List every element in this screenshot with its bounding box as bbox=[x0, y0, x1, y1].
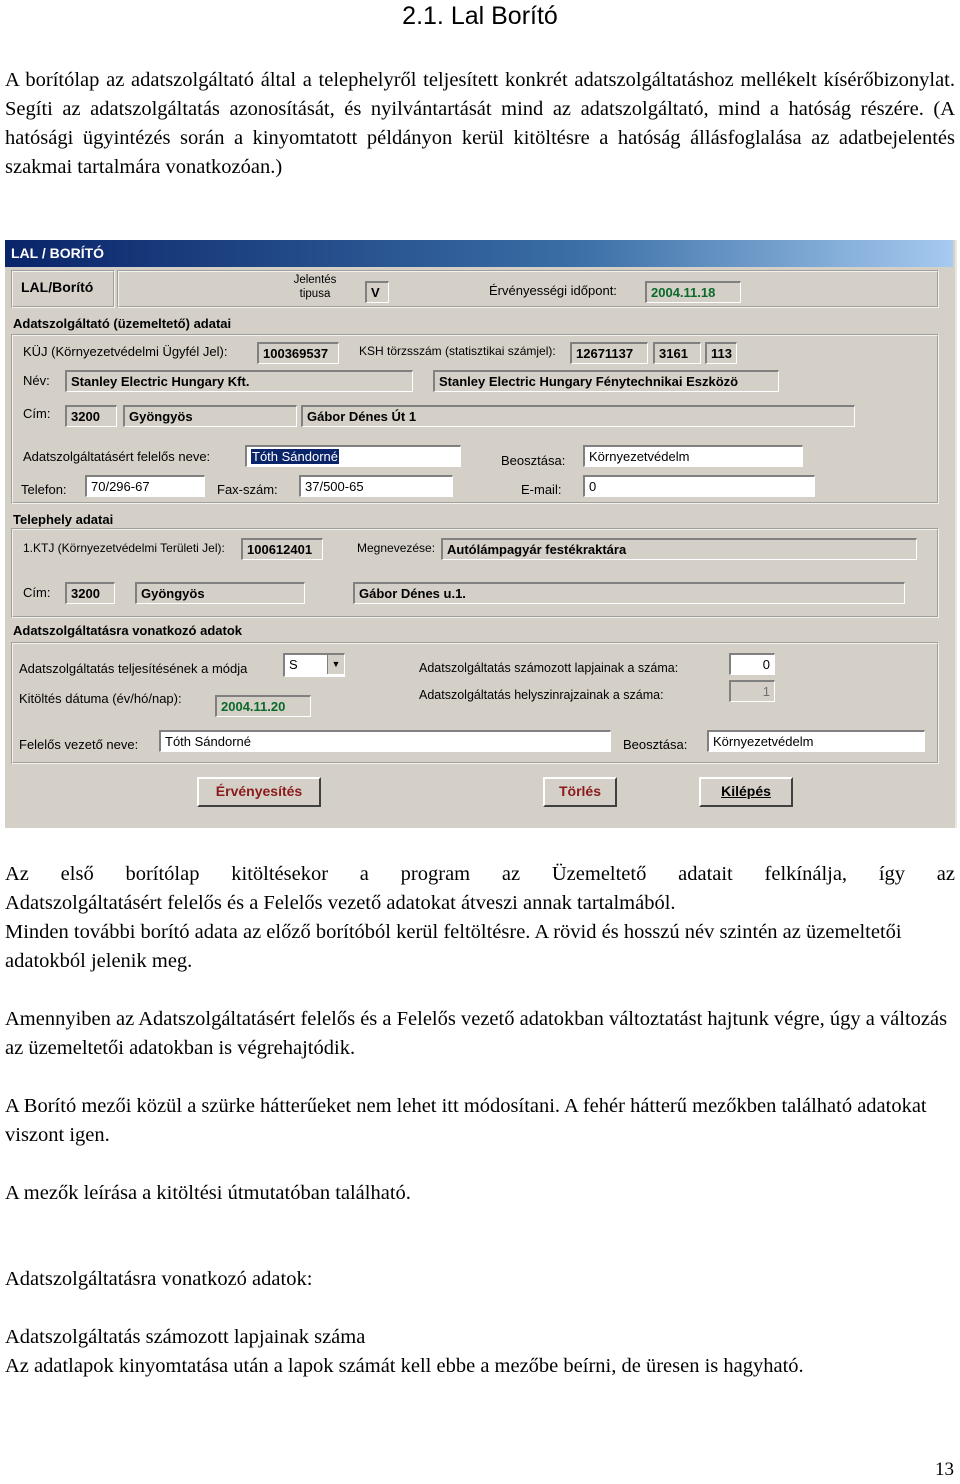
paragraph-3: A Borító mezői közül a szürke hátterűeket nem lehet itt módosítani. A fehér hátterű mezőkben található adatokat viszont igen. bbox=[5, 1095, 927, 1146]
site-city-field: Gyöngyös bbox=[135, 582, 305, 604]
city-field: Gyöngyös bbox=[123, 405, 297, 427]
responsible-value: Tóth Sándorné bbox=[252, 449, 339, 464]
address-label: Cím: bbox=[23, 406, 51, 421]
paragraph-6-body: Az adatlapok kinyomtatása után a lapok számát kell ebbe a mezőbe beírni, de üresen is hagyható. bbox=[5, 1355, 804, 1377]
fill-date-label: Kitöltés dátuma (év/hó/nap): bbox=[19, 691, 182, 706]
chevron-down-icon[interactable]: ▼ bbox=[327, 655, 344, 674]
phone-field[interactable]: 70/296-67 bbox=[85, 475, 205, 497]
provider-section-title: Adatszolgáltató (üzemeltető) adatai bbox=[13, 316, 232, 331]
paragraph-1-line-1: Az első borítólap kitöltésekor a program az Üzemeltető adatait felkínálja, így az bbox=[5, 863, 955, 885]
manager-position-field[interactable]: Környezetvédelm bbox=[707, 730, 925, 752]
manager-field[interactable]: Tóth Sándorné bbox=[159, 730, 611, 752]
ksh-label: KSH törzsszám (statisztikai számjel): bbox=[359, 344, 556, 358]
numbered-pages-field[interactable]: 0 bbox=[729, 653, 775, 675]
street-field: Gábor Dénes Út 1 bbox=[301, 405, 855, 427]
section-heading: 2.1. Lal Borító bbox=[402, 2, 558, 30]
paragraph-5: Adatszolgáltatásra vonatkozó adatok: bbox=[5, 1268, 313, 1290]
paragraph-4: A mezők leírása a kitöltési útmutatóban található. bbox=[5, 1182, 411, 1204]
paragraph-1-line-2: Adatszolgáltatásért felelős és a Felelős vezető adatokat átveszi annak tartalmából. bbox=[5, 892, 676, 914]
sheets-label: Adatszolgáltatás helyszinrajzainak a száma: bbox=[419, 688, 664, 702]
site-street-field: Gábor Dénes u.1. bbox=[353, 582, 905, 604]
paragraph-1-rest: Minden további borító adata az előző borítóból kerül feltöltésre. A rövid és hosszú név szintén az üzemeltetői adatokból jelenik meg. bbox=[5, 921, 902, 972]
lal-borito-form-window bbox=[5, 240, 957, 828]
position-field[interactable]: Környezetvédelm bbox=[583, 445, 803, 467]
name-long-field: Stanley Electric Hungary Fénytechnikai Eszközö bbox=[433, 370, 779, 392]
email-field[interactable]: 0 bbox=[583, 475, 815, 497]
sheets-field: 1 bbox=[729, 680, 775, 702]
responsible-label: Adatszolgáltatásért felelős neve: bbox=[23, 449, 211, 464]
validity-field: 2004.11.18 bbox=[645, 281, 741, 303]
fax-label: Fax-szám: bbox=[217, 482, 278, 497]
form-name: LAL/Borító bbox=[21, 279, 94, 295]
data-section-title: Adatszolgáltatásra vonatkozó adatok bbox=[13, 623, 242, 638]
email-label: E-mail: bbox=[521, 482, 562, 497]
zip-field: 3200 bbox=[65, 405, 117, 427]
manager-label: Felelős vezető neve: bbox=[19, 737, 139, 752]
delete-button[interactable]: Törlés bbox=[543, 777, 617, 807]
window-titlebar bbox=[5, 240, 953, 267]
manager-position-label: Beosztása: bbox=[623, 737, 688, 752]
mode-label: Adatszolgáltatás teljesítésének a módja bbox=[19, 661, 248, 676]
site-zip-field: 3200 bbox=[65, 582, 115, 604]
name-short-field: Stanley Electric Hungary Kft. bbox=[65, 370, 413, 392]
paragraph-6-title: Adatszolgáltatás számozott lapjainak száma bbox=[5, 1326, 366, 1348]
ksh-field-2: 3161 bbox=[653, 342, 701, 364]
fill-date-field: 2004.11.20 bbox=[215, 695, 311, 717]
ktj-label: 1.KTJ (Környezetvédelmi Területi Jel): bbox=[23, 541, 225, 555]
window-title: LAL / BORÍTÓ bbox=[11, 245, 105, 261]
numbered-pages-label: Adatszolgáltatás számozott lapjainak a száma: bbox=[419, 661, 679, 675]
kuj-label: KÜJ (Környezetvédelmi Ügyfél Jel): bbox=[23, 344, 228, 359]
site-address-label: Cím: bbox=[23, 585, 51, 600]
intro-paragraph: A borítólap az adatszolgáltató által a telephelyről teljesített konkrét adatszolgáltatáshoz mellékelt kísérőbizonylat. Segíti az adatszolgáltatás azonosítását, és nyilvántartását mind az adatszolgáltató, mind a hatóság részére. (A hatósági ügyintézés során a kinyomtatott példányon kerül kitöltésre a hatóság állásfoglalása az adatbejelentés szakmai tartalmára vonatkozóan.) bbox=[5, 69, 955, 178]
position-label: Beosztása: bbox=[501, 453, 566, 468]
phone-label: Telefon: bbox=[21, 482, 67, 497]
responsible-field[interactable] bbox=[245, 445, 461, 467]
site-name-field: Autólámpagyár festékraktára bbox=[441, 538, 917, 560]
name-label: Név: bbox=[23, 373, 50, 388]
ksh-field-1: 12671137 bbox=[570, 342, 648, 364]
validity-label: Érvényességi időpont: bbox=[489, 283, 617, 298]
kuj-field: 100369537 bbox=[257, 342, 339, 364]
paragraph-2: Amennyiben az Adatszolgáltatásért felelős és a Felelős vezető adatokban változtatást hajtunk végre, úgy a változás az üzemeltetői adatokban is végrehajtódik. bbox=[5, 1008, 948, 1059]
page-number: 13 bbox=[935, 1459, 954, 1480]
fax-field[interactable]: 37/500-65 bbox=[299, 475, 453, 497]
validate-button[interactable]: Érvényesítés bbox=[197, 777, 321, 807]
ktj-field: 100612401 bbox=[241, 538, 323, 560]
site-section-title: Telephely adatai bbox=[13, 512, 114, 527]
exit-button[interactable]: Kilépés bbox=[699, 777, 793, 807]
ksh-field-3: 113 bbox=[705, 342, 737, 364]
mode-value: S bbox=[289, 657, 298, 672]
site-name-label: Megnevezése: bbox=[357, 541, 436, 555]
mode-dropdown[interactable] bbox=[283, 653, 345, 677]
report-type-label: Jelentés tipusa bbox=[293, 274, 337, 300]
report-type-field: V bbox=[365, 281, 389, 303]
